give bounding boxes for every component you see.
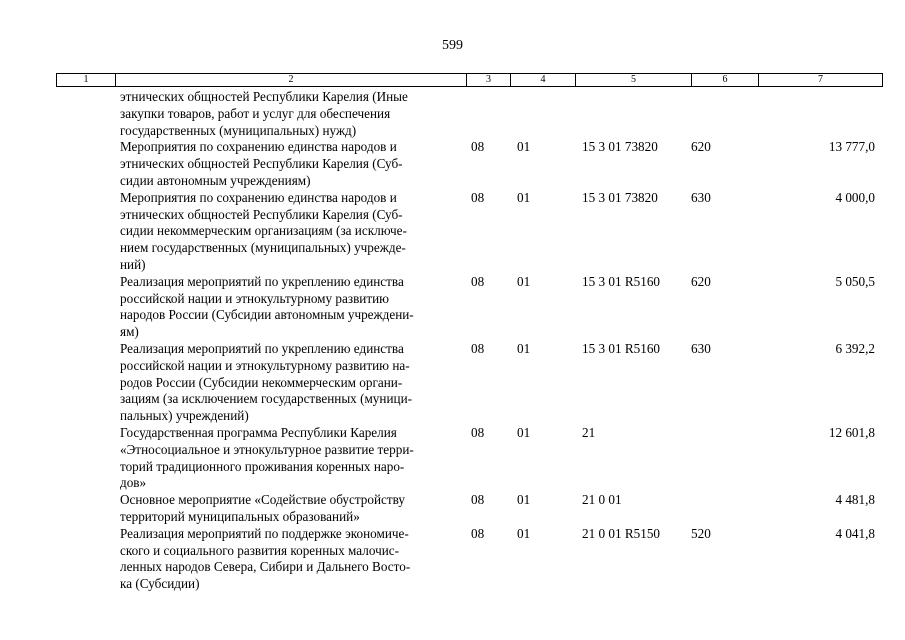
- table-row: [0, 492, 905, 526]
- description-line: этнических общностей Республики Карелия (Иные: [120, 89, 408, 104]
- row-amount: 5 050,5: [835, 273, 875, 289]
- description-line: пальных) учреждений): [120, 408, 249, 424]
- table-row: [0, 89, 905, 139]
- description-line: родов России (Субсидии некоммерческим органи-: [120, 374, 403, 390]
- row-subsection: 01: [517, 189, 531, 205]
- row-subsection: 01: [517, 525, 531, 541]
- description-line: Основное мероприятие «Содействие обустройству: [120, 492, 406, 508]
- row-description: [120, 274, 460, 341]
- description-line: сидии некоммерческим организациям (за исключе-: [120, 223, 407, 239]
- description-line: ка (Субсидии): [120, 576, 200, 592]
- row-expense-type: 630: [691, 189, 711, 205]
- row-subsection: 01: [517, 424, 531, 440]
- column-number-7: 7: [759, 74, 883, 87]
- page-number: 599: [442, 38, 463, 53]
- row-section: 08: [471, 189, 485, 205]
- row-description: [120, 425, 460, 492]
- description-line: Реализация мероприятий по укреплению единства: [120, 273, 404, 289]
- row-section: 08: [471, 273, 485, 289]
- description-line: Государственная программа Республики Карелия: [120, 424, 397, 440]
- description-line: Реализация мероприятий по поддержке экономиче-: [120, 525, 409, 541]
- row-subsection: 01: [517, 340, 531, 356]
- row-description: [120, 341, 460, 425]
- description-line: народов России (Субсидии автономным учреждени-: [120, 307, 414, 323]
- row-section: 08: [471, 139, 485, 155]
- table-row: [0, 274, 905, 341]
- row-section: 08: [471, 424, 485, 440]
- row-target-article: 15 3 01 R5160: [582, 340, 661, 356]
- description-line: ям): [120, 324, 139, 340]
- row-target-article: 21 0 01 R5150: [582, 525, 661, 541]
- description-line: нием государственных (муниципальных) учрежде-: [120, 240, 406, 256]
- row-section: 08: [471, 340, 485, 356]
- column-number-6: 6: [692, 74, 759, 87]
- row-description: [120, 190, 460, 274]
- table-row: [0, 341, 905, 425]
- description-line: Мероприятия по сохранению единства народов и: [120, 189, 397, 205]
- description-line: дов»: [120, 475, 147, 491]
- description-line: территорий муниципальных образований»: [120, 508, 360, 524]
- row-amount: 13 777,0: [828, 139, 875, 155]
- table-column-header: [56, 73, 883, 87]
- table-row: [0, 139, 905, 189]
- row-expense-type: 520: [691, 525, 711, 541]
- description-line: зациям (за исключением государственных (муници-: [120, 391, 413, 407]
- description-line: российской нации и этнокультурному развитию на-: [120, 357, 410, 373]
- description-line: сидии автономным учреждениям): [120, 172, 311, 188]
- column-number-3: 3: [467, 74, 511, 87]
- row-amount: 4 000,0: [835, 189, 875, 205]
- row-description: [120, 139, 460, 189]
- description-line: этнических общностей Республики Карелия (Суб-: [120, 206, 403, 222]
- description-line: торий традиционного проживания коренных наро-: [120, 458, 405, 474]
- column-number-4: 4: [511, 74, 576, 87]
- description-line: закупки товаров, работ и услуг для обеспечения: [120, 105, 391, 121]
- row-expense-type: 630: [691, 340, 711, 356]
- row-target-article: 15 3 01 R5160: [582, 273, 661, 289]
- row-target-article: 15 3 01 73820: [582, 139, 658, 155]
- description-line: Мероприятия по сохранению единства народов и: [120, 139, 397, 155]
- description-line: этнических общностей Республики Карелия (Суб-: [120, 156, 403, 172]
- row-expense-type: 620: [691, 139, 711, 155]
- row-description: [120, 526, 460, 593]
- column-number-2: 2: [116, 74, 467, 87]
- row-subsection: 01: [517, 139, 531, 155]
- description-line: «Этносоциальное и этнокультурное развитие терри-: [120, 441, 414, 457]
- table-row: [0, 190, 905, 274]
- description-line: государственных (муниципальных) нужд): [120, 122, 357, 138]
- row-target-article: 15 3 01 73820: [582, 189, 658, 205]
- row-subsection: 01: [517, 492, 531, 508]
- row-section: 08: [471, 492, 485, 508]
- row-amount: 4 481,8: [835, 492, 875, 508]
- row-expense-type: 620: [691, 273, 711, 289]
- description-line: ленных народов Севера, Сибири и Дальнего Восто-: [120, 559, 411, 575]
- row-amount: 4 041,8: [835, 525, 875, 541]
- row-target-article: 21: [582, 424, 596, 440]
- row-amount: 12 601,8: [828, 424, 875, 440]
- row-description: [120, 492, 460, 526]
- table-row: [0, 526, 905, 593]
- row-target-article: 21 0 01: [582, 492, 622, 508]
- description-line: Реализация мероприятий по укреплению единства: [120, 340, 404, 356]
- row-description: [120, 89, 460, 139]
- row-amount: 6 392,2: [835, 340, 875, 356]
- column-number-5: 5: [576, 74, 692, 87]
- row-section: 08: [471, 525, 485, 541]
- column-number-1: 1: [57, 74, 116, 87]
- description-line: российской нации и этнокультурному развитию: [120, 290, 390, 306]
- description-line: ского и социального развития коренных малочис-: [120, 542, 400, 558]
- description-line: ний): [120, 256, 146, 272]
- table-row: [0, 425, 905, 492]
- row-subsection: 01: [517, 273, 531, 289]
- table-body: [0, 89, 905, 593]
